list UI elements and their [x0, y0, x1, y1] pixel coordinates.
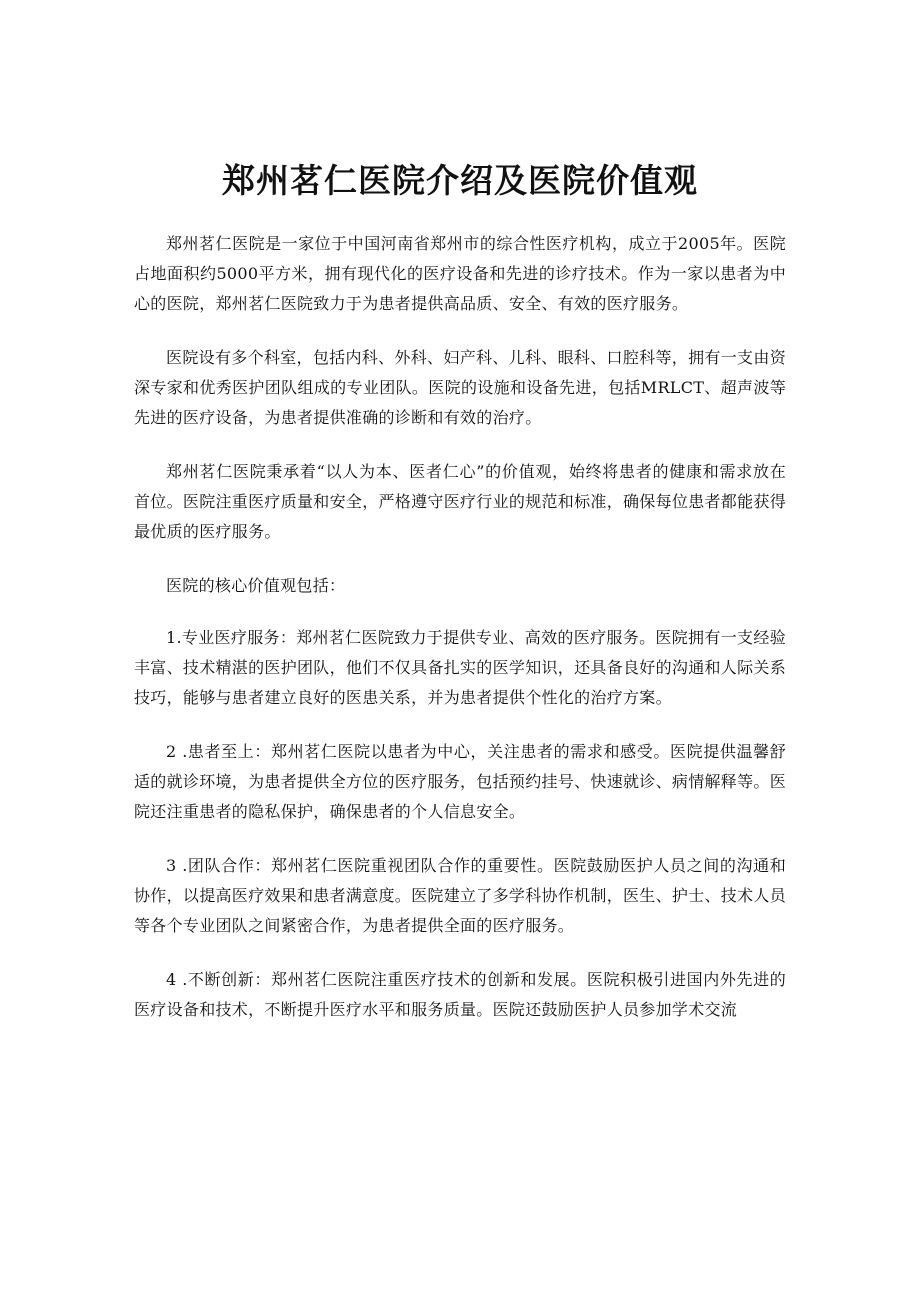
document-title: 郑州茗仁医院介绍及医院价值观 [222, 161, 698, 200]
core-values-heading: 医院的核心价值观包括： [166, 576, 346, 595]
values-paragraph: 郑州茗仁医院秉承着“以人为本、医者仁心”的价值观，始终将患者的健康和需求放在首位。医院注重医疗质量和安全，严格遵守医疗行业的规范和标准，确保每位患者都能获得最优质的医疗服务。 [134, 462, 787, 541]
document-body [134, 229, 786, 1049]
intro-paragraph: 郑州茗仁医院是一家位于中国河南省郑州市的综合性医疗机构，成立于2005年。医院占地面积约5000平方米，拥有现代化的医疗设备和先进的诊疗技术。作为一家以患者为中心的医院，郑州茗仁医院致力于为患者提供高品质、安全、有效的医疗服务。 [134, 234, 786, 313]
departments-paragraph: 医院设有多个科室，包括内科、外科、妇产科、儿科、眼科、口腔科等，拥有一支由资深专家和优秀医护团队组成的专业团队。医院的设施和设备先进，包括MRLCT、超声波等先进的医疗设备，为患者提供准确的诊断和有效的治疗。 [134, 348, 786, 427]
core-value-item-3: 3 .团队合作：郑州茗仁医院重视团队合作的重要性。医院鼓励医护人员之间的沟通和协作，以提高医疗效果和患者满意度。医院建立了多学科协作机制，医生、护士、技术人员等各个专业团队之间紧密合作，为患者提供全面的医疗服务。 [134, 856, 787, 935]
core-value-item-4: 4 .不断创新：郑州茗仁医院注重医疗技术的创新和发展。医院积极引进国内外先进的医疗设备和技术，不断提升医疗水平和服务质量。医院还鼓励医护人员参加学术交流 [134, 970, 786, 1019]
core-value-item-1: 1.专业医疗服务：郑州茗仁医院致力于提供专业、高效的医疗服务。医院拥有一支经验丰富、技术精湛的医护团队，他们不仅具备扎实的医学知识，还具备良好的沟通和人际关系技巧，能够与患者建立良好的医患关系，并为患者提供个性化的治疗方案。 [134, 628, 787, 707]
core-value-item-2: 2 .患者至上：郑州茗仁医院以患者为中心，关注患者的需求和感受。医院提供温馨舒适的就诊环境，为患者提供全方位的医疗服务，包括预约挂号、快速就诊、病情解释等。医院还注重患者的隐私保护，确保患者的个人信息安全。 [134, 742, 787, 821]
